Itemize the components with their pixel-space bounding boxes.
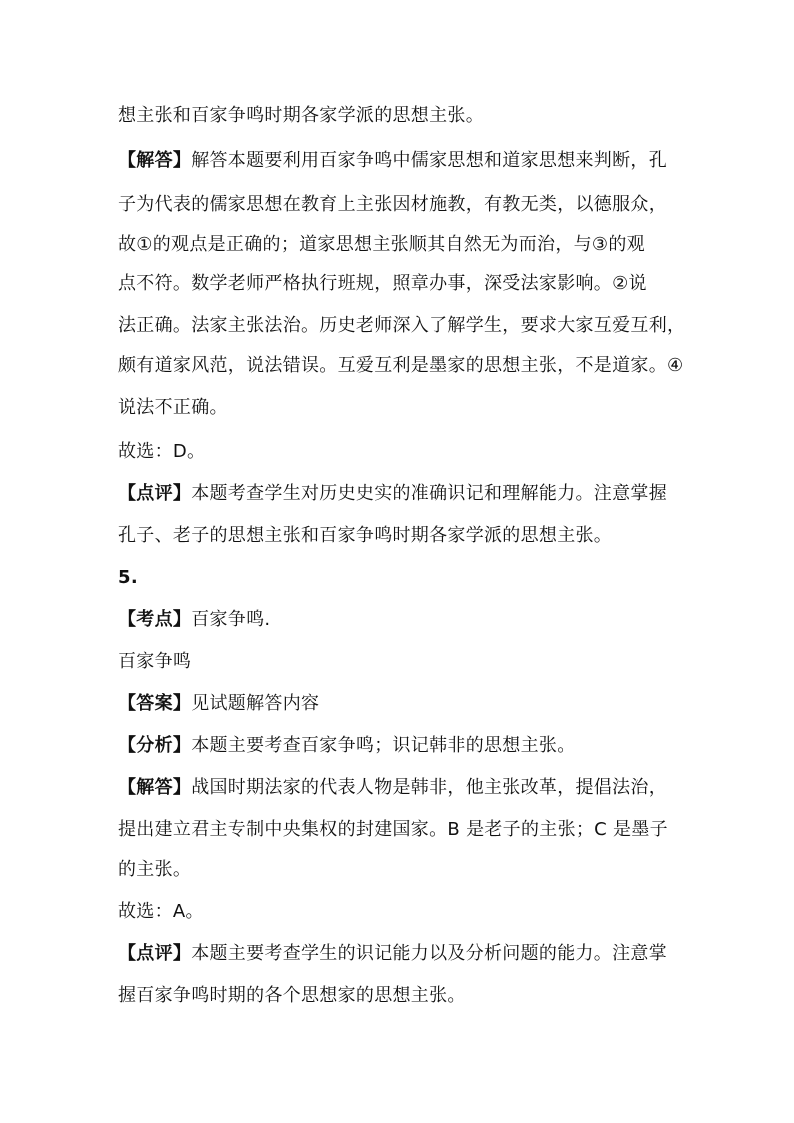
- section-label: 【点评】: [118, 943, 192, 964]
- line-text: 提出建立君主专制中央集权的封建国家。B 是老子的主张；C 是墨子: [118, 819, 668, 840]
- section-label: 【点评】: [118, 483, 192, 504]
- section-label: 【解答】: [118, 777, 192, 798]
- text-line: [118, 858, 191, 882]
- text-line: [118, 149, 667, 173]
- line-text: 颇有道家风范，说法错误。互爱互利是墨家的思想主张，不是道家。④: [118, 355, 684, 376]
- text-line: [118, 776, 667, 800]
- line-text: 说法不正确。: [118, 397, 228, 418]
- question-number: 5.: [118, 567, 138, 588]
- text-line: [118, 233, 645, 257]
- text-line: [118, 193, 667, 217]
- text-line: [118, 314, 685, 338]
- text-line: [118, 734, 576, 758]
- text-line: [118, 396, 228, 420]
- text-line: [118, 524, 612, 548]
- text-line: [118, 272, 647, 296]
- line-text: 百家争鸣.: [191, 609, 271, 630]
- section-label: 【考点】: [118, 609, 192, 630]
- line-text: 故①的观点是正确的；道家思想主张顺其自然无为而治，与③的观: [118, 234, 645, 255]
- line-text: 点不符。数学老师严格执行班规，照章办事，深受法家影响。②说: [118, 273, 647, 294]
- line-text: 子为代表的儒家思想在教育上主张因材施教，有教无类，以德服众，: [118, 194, 667, 215]
- line-text: 百家争鸣: [118, 651, 192, 672]
- text-line: [118, 440, 205, 464]
- line-text: 战国时期法家的代表人物是韩非，他主张改革，提倡法治，: [191, 777, 668, 798]
- line-text: 本题主要考查学生的识记能力以及分析问题的能力。注意掌: [191, 943, 668, 964]
- line-text: 的主张。: [118, 859, 192, 880]
- text-line: [118, 608, 270, 632]
- text-line: [118, 692, 319, 716]
- line-text: 见试题解答内容: [191, 693, 320, 714]
- line-text: 本题考查学生对历史史实的准确识记和理解能力。注意掌握: [191, 483, 668, 504]
- section-label: 【分析】: [118, 735, 192, 756]
- line-text: 握百家争鸣时期的各个思想家的思想主张。: [118, 985, 466, 1006]
- section-label: 【解答】: [118, 150, 192, 171]
- line-text: 本题主要考查百家争鸣；识记韩非的思想主张。: [191, 735, 576, 756]
- text-line: [118, 650, 191, 674]
- text-line: [118, 104, 484, 128]
- text-line: [118, 354, 683, 378]
- text-line: [118, 984, 466, 1008]
- text-line: [118, 942, 667, 966]
- text-line: [118, 482, 667, 506]
- line-text: 解答本题要利用百家争鸣中儒家思想和道家思想来判断，孔: [191, 150, 668, 171]
- line-text: 故选：D。: [118, 441, 206, 462]
- section-label: 【答案】: [118, 693, 192, 714]
- text-line: [118, 900, 204, 924]
- line-text: 孔子、老子的思想主张和百家争鸣时期各家学派的思想主张。: [118, 525, 613, 546]
- line-text: 法正确。法家主张法治。历史老师深入了解学生，要求大家互爱互利，: [118, 315, 686, 336]
- line-text: 故选：A。: [118, 901, 204, 922]
- text-line: [118, 566, 138, 590]
- text-line: [118, 818, 668, 842]
- line-text: 想主张和百家争鸣时期各家学派的思想主张。: [118, 105, 484, 126]
